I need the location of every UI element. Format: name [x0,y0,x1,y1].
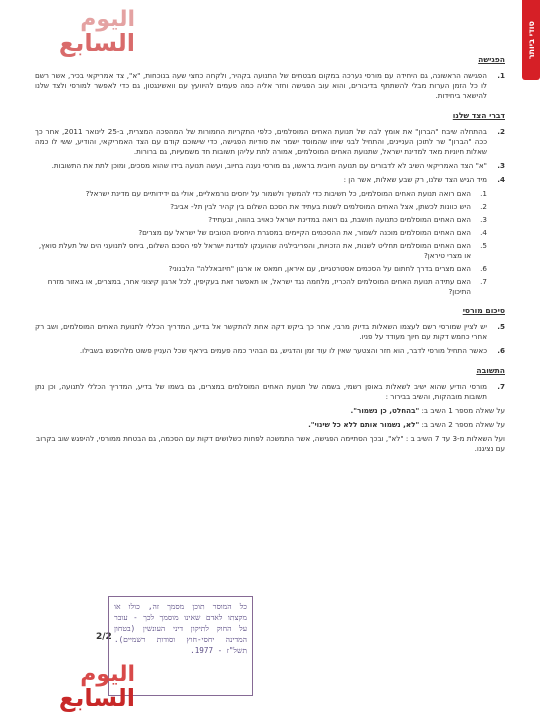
answer-line-2 [35,420,505,430]
classification-stamp: כל המוסר תוכן מסמך זה, כולו או מקצתו לאדם שאינו מוסמך לכך - עובר על החוק לתיקון דיני העונשין (בטחון המדינה יחסי-חוץ וסודות רשמיים). תשל"ז - 1977. [108,596,253,696]
question-text: האם האחים המוסלמים מוכנה לשמור, את ההסכמים הקיימים במסגרת היחסים הטובים של ישראל עם מצרים? [138,228,471,237]
question-number: 3. [480,215,487,224]
section-title-answer: התשובה [476,366,505,375]
question-number: 1. [480,189,487,198]
paragraph-number: 7. [497,382,505,391]
question-number: 5. [480,241,487,250]
paragraph [35,127,505,157]
paragraph-number: 5. [497,322,505,331]
answer-prefix: על שאלה מספר 1 השיב ב: [421,406,505,415]
question-item [35,215,505,225]
question-item [35,264,505,274]
paragraph [35,161,505,171]
question-item [35,189,505,199]
question-item [35,228,505,238]
answer-prefix: על שאלה מספר 2 השיב ב: [421,420,505,429]
paragraph-number: 1. [497,71,505,80]
question-text: האם האחים המוסלמים תחליט לשנות, את הזכויות, והפריבילגיה שהוענקו למדינת ישראל לפי הסכם השלום, ביחס לתנועני הים של תעלת סואץ, או מצרי טיראן? [38,241,471,260]
section-title-meeting: הפגישה [478,55,505,64]
question-text: האם עתידה תנועת האחים המוסלמים להכריז, מלחמה נגד ישראל, או תאפשר זאת בעקיפין, לכל ארגון קיצוני אחר, במצרים, או באזור מזרח התיכון? [47,277,471,296]
question-text: היש כוונות לכשתן, אצל האחים המוסלמים לשנות בעתיד את הסכם השלום בין קהיר לבין תל- אביב? [170,202,471,211]
paragraph [35,346,505,356]
section-title-morsi-summary: סיכום מורסי [462,306,505,315]
paragraph-text: מיד הגיש הצד שלנו, רק שבע שאלות, אשר הן : [343,175,487,184]
paragraph [35,175,505,185]
section-title-our-side: דברי הצד שלנו [452,111,505,120]
question-number: 7. [480,277,487,286]
logo-line2: السابع [58,684,135,712]
question-number: 2. [480,202,487,211]
logo-line1: اليوم [80,662,135,687]
question-number: 4. [480,228,487,237]
question-text: האם מצרים בדרך לחתום על הסכמים אסטרטגיים, עם איראן, חמאס או ארגון "חיזבאללה" הלבנוני? [168,264,471,273]
paragraph-number: 6. [497,346,505,355]
question-text: האם האחים המוסלמים כתנועה חושבת, גם רואה במדינת ישראל כאויב בהווה, ובעתיד? [208,215,471,224]
answer-line-3-7: ועל השאלות מ-3 עד 7 השיב ב : "לא", ובכך הסתיימה הפגישה, אשר התמשכה לפחות כשלושים דקות עם הסכמה, גם הבטחת ממורסי, להיפגש שוב בקרוב עם נציגנו. [36,434,505,453]
paragraph-number: 4. [497,175,505,184]
question-number: 6. [480,264,487,273]
paragraph-text: יש לציין שמורסי רשם לעצמו השאלות בדיוק מרבי, אחר כך ביקש דקה אחת להתקשר אל בדיע, המדריך הכללי לתנועת האחים המוסלמים, ושב רק אחרי כחמש דקות עם חיוך מעודד על פניו. [35,322,487,341]
logo-line2: السابع [58,29,135,57]
paragraph [35,322,505,342]
paragraph-text: כאשר התחיל מורסי לדבר, הוא חזר והצטער שאין לו עוד זמן והדגיש, גם הבהיר כמה פעמים ביראף שכל העניין פשוט מלהיפגש בשבילו. [79,346,487,355]
answer-value: "לא, נשמור אותם ללא כל שינוי". [308,420,420,429]
paragraph-number: 2. [497,127,505,136]
paragraph-text: בהתחלה שיבח "הברון" את אומץ לבה של תנועת האחים המוסלמים, כלפי התקריות החמורות של המהפכה המצרית, ב-25 לינואר 2011, אחר כך ככה "הברון" שר לתוכן העניינים, והתחיל לבני שיחו שהמוסד ישמר את סודיות הפגישה, כדי שישוכם קודם עם הצד האמריקאי, והודיע, ששי לו כמה שאלות חיוניות מאד למדינת ישראל, שתנועת האחים המוסלמים, אמורה לתת עליהן תשובות חד משמעיות, גם ברורות. [35,127,487,156]
paragraph [35,382,505,402]
question-item [35,241,505,261]
answer-line-1 [35,406,505,416]
classification-strip [522,0,540,80]
classification-label: סודי ביותר [526,20,536,60]
watermark-logo-top [55,8,135,58]
paragraph-number: 3. [497,161,505,170]
question-item [35,277,505,297]
logo-line1: اليوم [80,7,135,32]
paragraph-text: "א" הצד האמריקאי השיב לא לדבורים עם תנועה חיובית בראשו, גם מורסי נענה בחיוב, ועשה תנועה בידו שהוא מסכים, ומוכן לתת את התשובות. [51,161,487,170]
watermark-logo-bottom [55,663,135,713]
paragraph-text: מורסי הודיע שהוא ישיב לשאלות באופן רשמי, בשמה של תנועת האחים המוסלמים במצרים, גם בשמו של בדיע, המדריך הכללי לתנועה, וכן נתן תשובות מובהקות, והשיב בבירור : [35,382,487,401]
paragraph [35,71,505,101]
question-item [35,202,505,212]
page-number: 2/2 [96,632,112,642]
document-body [35,55,505,458]
answer-value: "בהחלט, כן נשמור". [350,406,420,415]
question-text: האם רואה תנועת האחים המוסלמים, כל חשיבות כדי להמשיך ולשמור על יחסים נורמאליים, אולי גם ידידותיים עם מדינת ישראל? [85,189,471,198]
paragraph-text: הפגישה הראשונה, גם היחידה עם מורסי נערכה במקום מבטחים של התנועה בקהיר, ולקחה כחצי שעה בנוכחות, "א", צד אמריקאי בכיר, אשר רשם לו כל הזמן הערות מבלי להשתתף בדיבורים, והוא עוב הפגישה וחזר אליה כמה פעמים להיוועץ עם וואשינגטון, גם כדי לאפשר למורסי ולצד שלנו להישאר ביחידות. [35,71,487,100]
